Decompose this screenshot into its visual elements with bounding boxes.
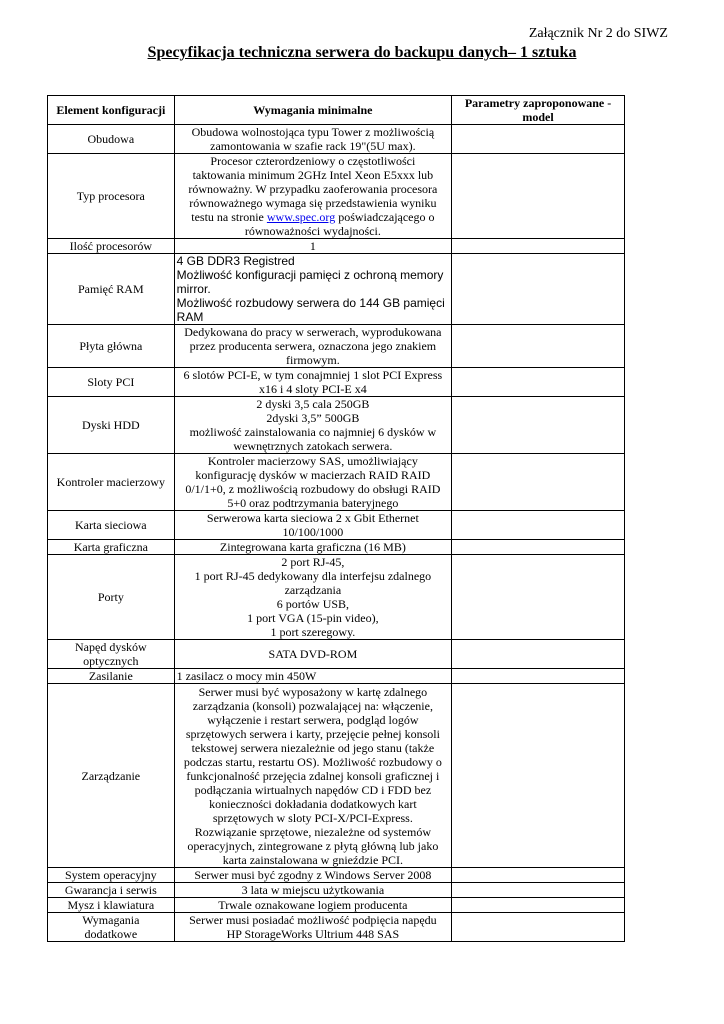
spec-table xyxy=(47,95,625,942)
row-proposed[interactable] xyxy=(452,898,625,913)
table-row xyxy=(48,368,625,397)
row-element: Porty xyxy=(48,555,175,640)
table-row xyxy=(48,239,625,254)
row-element: Sloty PCI xyxy=(48,368,175,397)
row-proposed[interactable] xyxy=(452,454,625,511)
table-row xyxy=(48,454,625,511)
row-element: Gwarancja i serwis xyxy=(48,883,175,898)
row-proposed[interactable] xyxy=(452,684,625,868)
row-element: Mysz i klawiatura xyxy=(48,898,175,913)
table-row xyxy=(48,154,625,239)
row-element: Pamięć RAM xyxy=(48,254,175,325)
row-proposed[interactable] xyxy=(452,540,625,555)
row-requirement: 4 GB DDR3 Registred Możliwość konfiguracji pamięci z ochroną memory mirror. Możliwość rozbudowy serwera do 144 GB pamięci RAM xyxy=(174,254,451,325)
row-requirement: Kontroler macierzowy SAS, umożliwiający konfigurację dysków w macierzach RAID RAID 0/1/1+0, z możliwością rozbudowy do obsługi RAID 5+0 oraz podtrzymania bateryjnego xyxy=(174,454,451,511)
row-proposed[interactable] xyxy=(452,325,625,368)
row-element: Obudowa xyxy=(48,125,175,154)
row-requirement: SATA DVD-ROM xyxy=(174,640,451,669)
header-element: Element konfiguracji xyxy=(48,96,175,125)
document-title: Specyfikacja techniczna serwera do backupu danych– 1 sztuka xyxy=(147,44,577,61)
row-element: Zasilanie xyxy=(48,669,175,684)
row-element: Karta graficzna xyxy=(48,540,175,555)
row-requirement: Trwale oznakowane logiem producenta xyxy=(174,898,451,913)
row-proposed[interactable] xyxy=(452,511,625,540)
row-requirement: 2 port RJ-45, 1 port RJ-45 dedykowany dla interfejsu zdalnego zarządzania 6 portów USB, 1 port VGA (15-pin video), 1 port szeregowy. xyxy=(174,555,451,640)
row-requirement: Obudowa wolnostojąca typu Tower z możliwością zamontowania w szafie rack 19"(5U max). xyxy=(174,125,451,154)
row-proposed[interactable] xyxy=(452,254,625,325)
row-element: Karta sieciowa xyxy=(48,511,175,540)
row-element: Napęd dysków optycznych xyxy=(48,640,175,669)
row-requirement: Zintegrowana karta graficzna (16 MB) xyxy=(174,540,451,555)
row-proposed[interactable] xyxy=(452,868,625,883)
requirement-text: Procesor czterordzeniowy o częstotliwości taktowania minimum 2GHz Intel Xeon E5xxx lub równoważny. W przypadku zaoferowania procesora równoważnego wymaga się przedstawienia wyniku testu na stronie xyxy=(188,154,438,224)
header-requirements: Wymagania minimalne xyxy=(174,96,451,125)
table-row xyxy=(48,640,625,669)
table-row xyxy=(48,883,625,898)
requirement-text: poświadczającego o równoważności wydajności. xyxy=(244,210,435,238)
table-row xyxy=(48,669,625,684)
row-requirement: 2 dyski 3,5 cala 250GB 2dyski 3,5” 500GB możliwość zainstalowania co najmniej 6 dysków w wewnętrznych zatokach serwera. xyxy=(174,397,451,454)
row-proposed[interactable] xyxy=(452,913,625,942)
spec-org-link[interactable]: www.spec.org xyxy=(266,210,336,224)
table-row xyxy=(48,555,625,640)
row-proposed[interactable] xyxy=(452,125,625,154)
row-proposed[interactable] xyxy=(452,555,625,640)
row-requirement: 1 xyxy=(174,239,451,254)
table-header-row xyxy=(48,96,625,125)
row-requirement: 1 zasilacz o mocy min 450W xyxy=(174,669,451,684)
row-element: Dyski HDD xyxy=(48,397,175,454)
row-element: Ilość procesorów xyxy=(48,239,175,254)
row-proposed[interactable] xyxy=(452,397,625,454)
row-proposed[interactable] xyxy=(452,368,625,397)
row-element: Płyta główna xyxy=(48,325,175,368)
row-element: System operacyjny xyxy=(48,868,175,883)
header-proposed: Parametry zaproponowane - model xyxy=(452,96,625,125)
table-row xyxy=(48,898,625,913)
row-requirement: Serwer musi posiadać możliwość podpięcia napędu HP StorageWorks Ultrium 448 SAS xyxy=(174,913,451,942)
table-row xyxy=(48,397,625,454)
row-requirement xyxy=(174,154,451,239)
row-requirement: Dedykowana do pracy w serwerach, wyprodukowana przez producenta serwera, oznaczona jego znakiem firmowym. xyxy=(174,325,451,368)
row-element: Zarządzanie xyxy=(48,684,175,868)
table-row xyxy=(48,540,625,555)
row-element: Typ procesora xyxy=(48,154,175,239)
row-proposed[interactable] xyxy=(452,883,625,898)
table-row xyxy=(48,868,625,883)
table-row xyxy=(48,254,625,325)
table-row xyxy=(48,511,625,540)
row-requirement: Serwer musi być wyposażony w kartę zdalnego zarządzania (konsoli) pozwalającej na: włączenie, wyłączenie i restart serwera, podgląd logów sprzętowych serwera i karty, przejęcie pełnej konsoli tekstowej serwera niezależnie od jego stanu (także podczas startu, restartu OS). Możliwość rozbudowy o funkcjonalność przejęcia zdalnej konsoli graficznej i podłączania wirtualnych napędów CD i FDD bez konieczności dokładania dodatkowych kart sprzętowych w sloty PCI-X/PCI-Express. Rozwiązanie sprzętowe, niezależne od systemów operacyjnych, zintegrowane z płytą główną lub jako karta zainstalowana w gnieździe PCI. xyxy=(174,684,451,868)
row-proposed[interactable] xyxy=(452,640,625,669)
row-requirement: Serwer musi być zgodny z Windows Server 2008 xyxy=(174,868,451,883)
annex-label: Załącznik Nr 2 do SIWZ xyxy=(528,26,668,41)
table-row xyxy=(48,913,625,942)
row-requirement: 3 lata w miejscu użytkowania xyxy=(174,883,451,898)
row-element: Wymagania dodatkowe xyxy=(48,913,175,942)
table-row xyxy=(48,125,625,154)
row-element: Kontroler macierzowy xyxy=(48,454,175,511)
row-requirement: 6 slotów PCI-E, w tym conajmniej 1 slot PCI Express x16 i 4 sloty PCI-E x4 xyxy=(174,368,451,397)
row-proposed[interactable] xyxy=(452,154,625,239)
row-proposed[interactable] xyxy=(452,239,625,254)
row-requirement: Serwerowa karta sieciowa 2 x Gbit Ethernet 10/100/1000 xyxy=(174,511,451,540)
row-proposed[interactable] xyxy=(452,669,625,684)
table-row xyxy=(48,684,625,868)
table-row xyxy=(48,325,625,368)
